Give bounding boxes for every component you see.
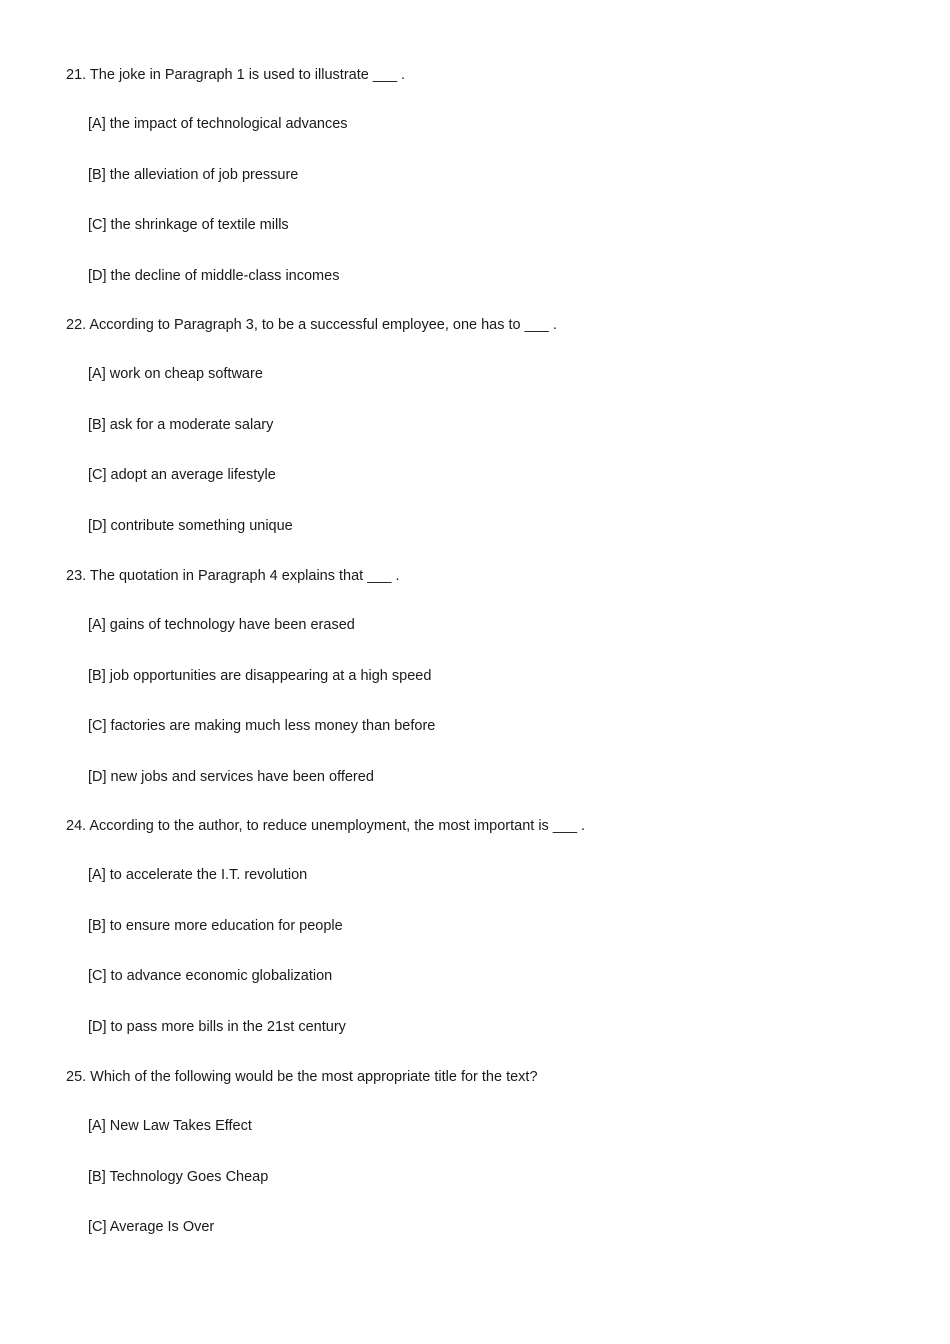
question-text: 21. The joke in Paragraph 1 is used to illustrate ___ . (66, 67, 406, 83)
option-a: [A] New Law Takes Effect (88, 1118, 252, 1134)
question-21 (66, 66, 906, 285)
question-23 (66, 567, 906, 786)
option-d: [D] the decline of middle-class incomes (88, 267, 340, 284)
option-d: [D] contribute something unique (88, 517, 293, 534)
option-b: [B] Technology Goes Cheap (88, 1168, 269, 1185)
question-22 (66, 316, 906, 535)
question-text: 22. According to Paragraph 3, to be a successful employee, one has to ___ . (66, 317, 557, 333)
option-c: [C] Average Is Over (88, 1219, 215, 1235)
option-c: [C] the shrinkage of textile mills (88, 217, 289, 233)
question-text: 24. According to the author, to reduce unemployment, the most important is ___ . (66, 818, 586, 834)
option-c: [C] factories are making much less money than before (88, 718, 436, 734)
option-a: [A] gains of technology have been erased (88, 617, 355, 633)
question-text: 25. Which of the following would be the most appropriate title for the text? (66, 1069, 538, 1085)
option-c: [C] to advance economic globalization (88, 968, 333, 984)
question-text: 23. The quotation in Paragraph 4 explains that ___ . (66, 568, 400, 584)
option-b: [B] ask for a moderate salary (88, 416, 274, 433)
option-d: [D] new jobs and services have been offered (88, 768, 374, 785)
question-25 (66, 1068, 906, 1236)
option-a: [A] to accelerate the I.T. revolution (88, 867, 308, 883)
option-c: [C] adopt an average lifestyle (88, 467, 276, 483)
option-a: [A] the impact of technological advances (88, 116, 348, 132)
option-d: [D] to pass more bills in the 21st century (88, 1018, 346, 1035)
question-24 (66, 817, 906, 1036)
option-a: [A] work on cheap software (88, 366, 263, 382)
option-b: [B] job opportunities are disappearing at a high speed (88, 667, 432, 684)
option-b: [B] the alleviation of job pressure (88, 166, 299, 183)
option-b: [B] to ensure more education for people (88, 917, 343, 934)
